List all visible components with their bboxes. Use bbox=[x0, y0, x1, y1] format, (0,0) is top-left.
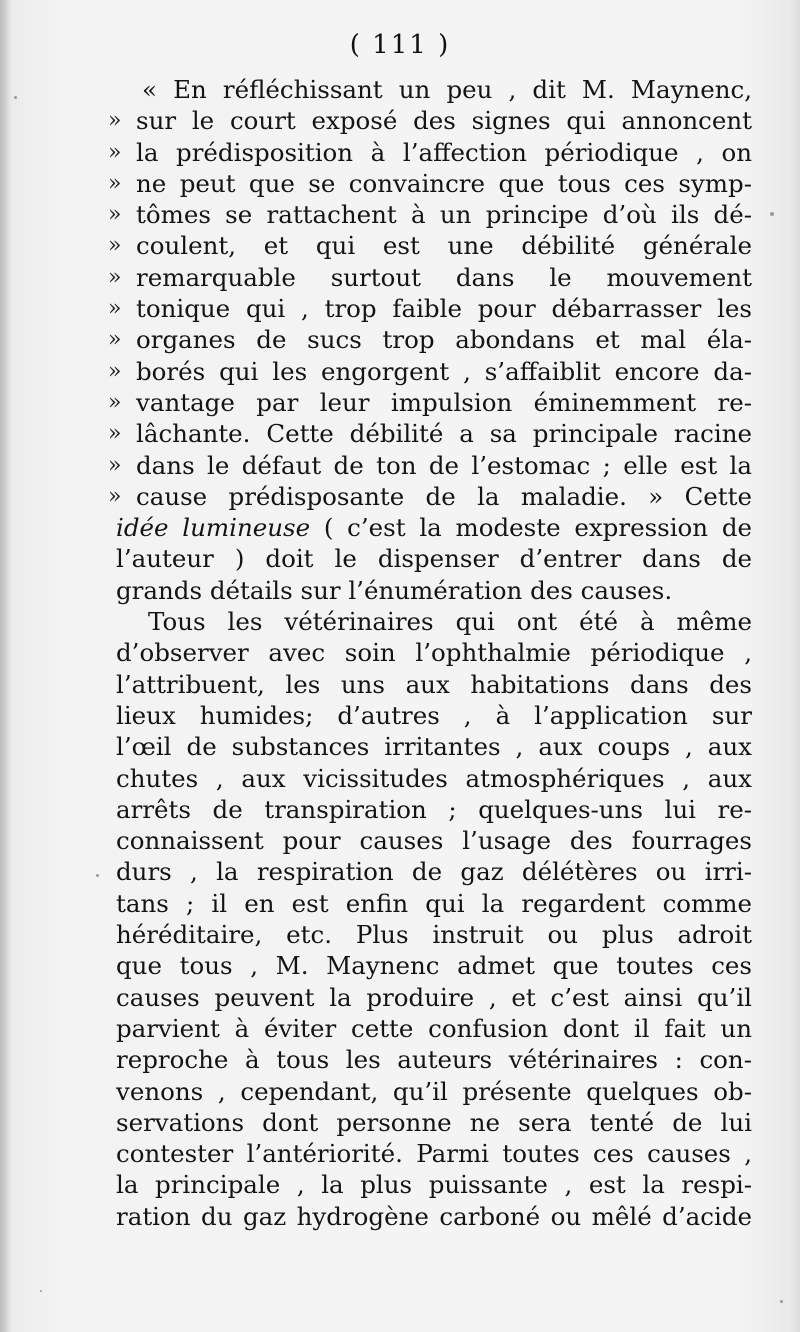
quote-mark: » bbox=[108, 327, 122, 353]
quote-mark: » bbox=[108, 389, 122, 415]
text-line bbox=[108, 356, 752, 387]
quote-mark: » bbox=[108, 202, 122, 228]
text-line: reproche à tous les auteurs vétérinaires : con- bbox=[116, 1045, 752, 1075]
line-text: cause prédisposante de la maladie. » Cette bbox=[136, 481, 752, 511]
body-text bbox=[108, 74, 753, 1232]
quote-mark: » bbox=[108, 139, 122, 165]
text-line: parvient à éviter cette confusion dont il fait un bbox=[116, 1013, 752, 1043]
paper-speck bbox=[770, 212, 774, 216]
quote-mark: » bbox=[108, 483, 122, 509]
text-line: tans ; il en est enfin qui la regardent comme bbox=[116, 888, 752, 918]
paper-speck bbox=[780, 1300, 783, 1303]
text-line: que tous , M. Maynenc admet que toutes ces bbox=[116, 951, 752, 981]
quote-mark: » bbox=[108, 358, 122, 384]
line-text: remarquable surtout dans le mouvement bbox=[136, 262, 752, 292]
line-text: lâchante. Cette débilité a sa principale racine bbox=[136, 419, 752, 449]
text-line: héréditaire, etc. Plus instruit ou plus adroit bbox=[116, 920, 752, 950]
line-text: dans le défaut de ton de l’estomac ; elle est la bbox=[136, 450, 752, 480]
line-text: ne peut que se convaincre que tous ces symp- bbox=[136, 168, 752, 198]
line-text: vantage par leur impulsion éminemment re- bbox=[136, 387, 752, 417]
line-text: tonique qui , trop faible pour débarrasser les bbox=[136, 294, 752, 324]
line-text: borés qui les engorgent , s’affaiblit encore da- bbox=[136, 356, 752, 386]
text-line bbox=[108, 105, 752, 136]
quote-mark: » bbox=[108, 264, 122, 290]
text-line: lieux humides; d’autres , à l’application sur bbox=[116, 700, 752, 730]
quote-mark: » bbox=[108, 108, 122, 134]
text-line bbox=[108, 450, 752, 481]
text-line bbox=[108, 199, 752, 230]
quote-mark: » bbox=[108, 421, 122, 447]
text-line bbox=[108, 262, 752, 293]
text-line bbox=[108, 387, 752, 418]
text-line bbox=[108, 168, 752, 199]
text-line: chutes , aux vicissitudes atmosphériques , aux bbox=[116, 763, 752, 793]
text-line: la principale , la plus puissante , est la respi- bbox=[116, 1170, 752, 1200]
line-text: tômes se rattachent à un principe d’où ils dé- bbox=[136, 200, 752, 230]
text-line bbox=[108, 230, 752, 261]
line-text: organes de sucs trop abondans et mal éla- bbox=[136, 325, 752, 355]
text-line: durs , la respiration de gaz délétères ou irri- bbox=[116, 857, 752, 887]
paper-speck bbox=[96, 874, 99, 877]
italic-phrase: idée lumineuse bbox=[116, 513, 311, 543]
paper-speck bbox=[40, 1290, 42, 1292]
quote-mark: » bbox=[108, 296, 122, 322]
text-line bbox=[108, 481, 752, 512]
text-line bbox=[108, 137, 752, 168]
text-line: « En réfléchissant un peu , dit M. Maynenc, bbox=[142, 75, 752, 104]
line-text: ( c’est la modeste expression de bbox=[310, 513, 753, 543]
paper-speck bbox=[14, 96, 17, 99]
text-line: causes peuvent la produire , et c’est ainsi qu’il bbox=[116, 982, 752, 1012]
quote-mark: » bbox=[108, 170, 122, 196]
paragraph-start-line: Tous les vétérinaires qui ont été à même bbox=[148, 607, 752, 637]
line-text: coulent, et qui est une débilité générale bbox=[136, 231, 752, 261]
text-line bbox=[108, 324, 752, 355]
line-text: sur le court exposé des signes qui annoncent bbox=[136, 106, 752, 136]
quote-mark: » bbox=[108, 452, 122, 478]
text-line: ration du gaz hydrogène carboné ou mêlé d’acide bbox=[116, 1201, 752, 1231]
text-line bbox=[116, 512, 752, 543]
page-edge-shadow bbox=[0, 0, 10, 1332]
text-line: arrêts de transpiration ; quelques-uns lui re- bbox=[116, 794, 752, 824]
text-line: contester l’antériorité. Parmi toutes ces causes , bbox=[116, 1139, 752, 1169]
text-line bbox=[108, 418, 752, 449]
text-line bbox=[108, 293, 752, 324]
text-line: servations dont personne ne sera tenté de lui bbox=[116, 1107, 752, 1137]
text-line: l’auteur ) doit le dispenser d’entrer dans de bbox=[116, 544, 752, 574]
page-number: ( 111 ) bbox=[349, 30, 451, 60]
text-line: venons , cependant, qu’il présente quelques ob- bbox=[116, 1076, 752, 1106]
text-line: d’observer avec soin l’ophthalmie périodique , bbox=[116, 638, 752, 668]
text-line: l’attribuent, les uns aux habitations dans des bbox=[116, 669, 752, 699]
text-line: connaissent pour causes l’usage des fourrages bbox=[116, 826, 752, 856]
text-line: l’œil de substances irritantes , aux coups , aux bbox=[116, 732, 752, 762]
text-line: grands détails sur l’énumération des causes. bbox=[116, 575, 673, 605]
quote-mark: » bbox=[108, 233, 122, 259]
line-text: la prédisposition à l’affection périodique , on bbox=[136, 137, 752, 167]
